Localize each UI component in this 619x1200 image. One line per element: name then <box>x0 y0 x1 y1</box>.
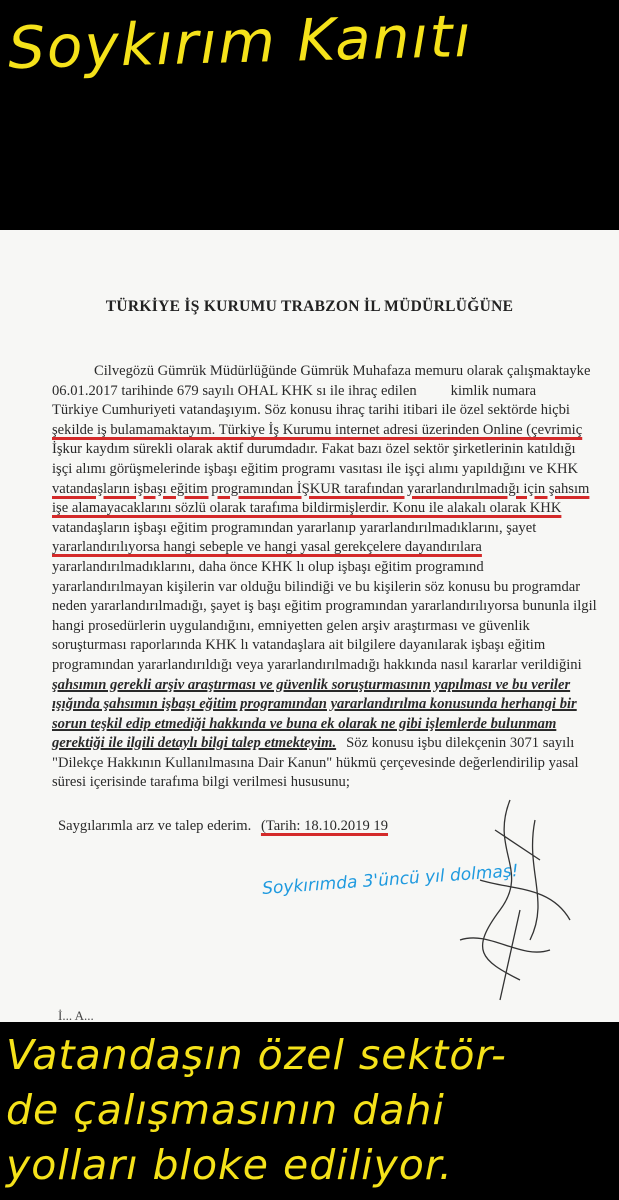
body-line: soruşturması raporlarında KHK lı vatandaşlara ait bilgilere dayanılarak işbaşı eğitim <box>52 637 546 654</box>
body-line-text: Türkiye Cumhuriyeti vatandaşıyım. Söz konusu ihraç tarihi itibari ile özel sektörde hiçbi <box>52 402 570 419</box>
body-line-emphasis: gerektiği ile ilgili detaylı bilgi talep etmekteyim. <box>52 735 337 752</box>
body-line: programından yararlandırıldığı veya yararlandırılmadığı hakkında nasıl kararlar verildiğini <box>52 656 582 673</box>
body-line-emphasis: ışığında şahsımın işbaşı eğitim programından yararlandırılma konusunda herhangi bir <box>52 696 577 713</box>
body-line: "Dilekçe Hakkının Kullanılmasına Dair Kanun" hükmü çerçevesinde değerlendirilip yasal <box>52 754 579 771</box>
body-line-emphasis: şahsımın gerekli arşiv araştırması ve güvenlik soruşturmasının yapılması ve bu veriler <box>52 676 571 693</box>
bottom-caption-line: Vatandaşın özel sektör- <box>6 1031 507 1079</box>
body-line-underlined: şekilde iş bulamamaktayım. Türkiye İş Kurumu internet adresi üzerinden Online (çevrimiç <box>52 421 583 438</box>
handwritten-note: Soykırımda 3'üncü yıl dolmaş! <box>261 861 520 899</box>
body-line: İşkur kaydım sürekli olarak aktif durumdadır. Fakat bazı özel sektör şirketlerinin katıldığı <box>52 441 576 458</box>
body-line-text: 06.01.2017 tarihinde 679 sayılı OHAL KHK sı ile ihraç edilen <box>52 382 417 399</box>
date-stamp: (Tarih: 18.10.2019 19 <box>260 818 389 834</box>
top-banner <box>0 0 619 230</box>
bottom-caption <box>6 1028 616 1193</box>
document-body <box>52 362 612 793</box>
body-line-emphasis: sorun teşkil edip etmediği hakkında ve buna ek olarak ne gibi işlemlerde bulunmam <box>52 715 557 732</box>
closing-line <box>58 818 388 835</box>
body-line-text: Söz konusu işbu dilekçenin 3071 sayılı <box>346 735 575 752</box>
signature-scribble <box>400 790 600 1010</box>
body-line-underlined: işe alamayacaklarını sözlü olarak tarafıma bildirmişlerdir. Konu ile alakalı olarak KHK <box>52 500 562 517</box>
body-line-underlined: vatandaşların işbaşı eğitim programından İŞKUR tarafından yararlandırılmadığı için şahsım <box>52 480 590 497</box>
body-line-underlined: yararlandırılıyorsa hangi sebeple ve hangi yasal gerekçelere dayandırılara <box>52 539 482 556</box>
id-suffix: kimlik numara <box>450 382 537 399</box>
body-line: Cilvegözü Gümrük Müdürlüğünde Gümrük Muhafaza memuru olarak çalışmaktayke <box>94 363 591 379</box>
body-line: neden yararlandırılmadığı, şayet iş başı eğitim programından yararlandırılıyorsa bununla ilgil <box>52 598 597 615</box>
document-page <box>0 230 619 1022</box>
body-line: hangi prosedürlerin uygulandığını, emniyetten gelen arşiv araştırması ve güvenlik <box>52 617 530 634</box>
document-title: TÜRKİYE İŞ KURUMU TRABZON İL MÜDÜRLÜĞÜNE <box>105 298 514 315</box>
bottom-caption-line: de çalışmasının dahi <box>6 1086 445 1134</box>
body-line <box>52 734 612 754</box>
bottom-fragment: İ... A... <box>58 1008 94 1022</box>
body-line <box>52 401 612 421</box>
body-line: vatandaşların işbaşı eğitim programından yararlanıp yararlandırılmadıklarını, şayet <box>52 519 537 536</box>
body-line: yararlandırılmayan kişilerin var olduğu bilindiği ve bu kişilerin söz konusu bu programdar <box>52 578 581 595</box>
bottom-caption-line: yolları bloke ediliyor. <box>6 1141 453 1189</box>
body-line: süresi içerisinde tarafıma bilgi verilmesi hususunu; <box>52 774 350 791</box>
body-line <box>52 382 612 402</box>
closing-text: Saygılarımla arz ve talep ederim. <box>58 818 252 834</box>
top-caption: Soykırım Kanıtı <box>7 1 474 83</box>
bottom-banner <box>0 1022 619 1200</box>
body-line: işçi alımı görüşmelerinde işbaşı eğitim programı vasıtası ile işçi alımı yapıldığını ve KHK <box>52 460 579 477</box>
body-line: yararlandırılmadıklarını, daha önce KHK lı olup işbaşı eğitim programınd <box>52 558 484 575</box>
